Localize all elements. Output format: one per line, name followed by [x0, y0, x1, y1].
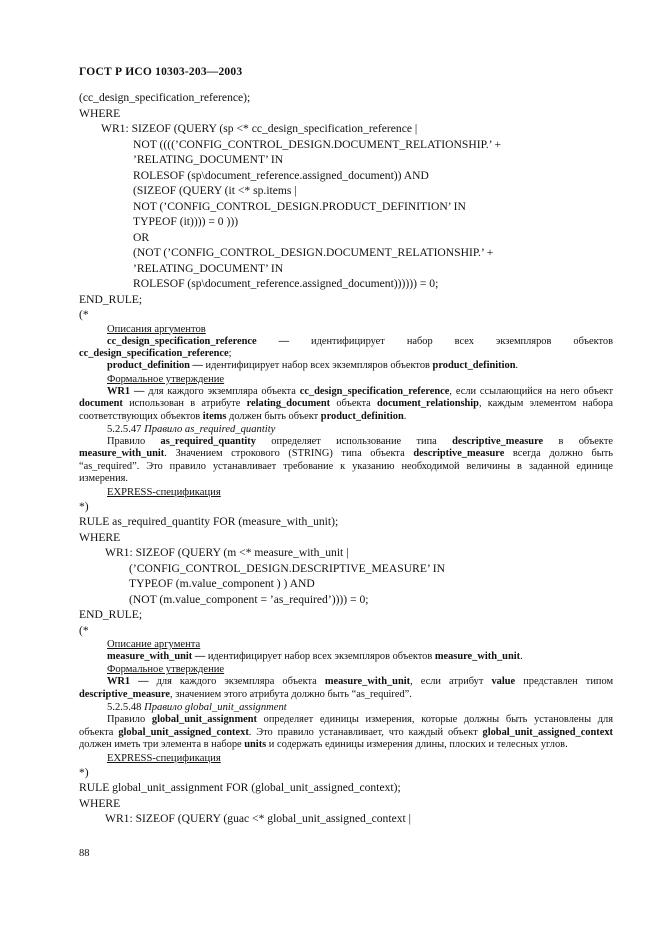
formal-statement: WR1 — для каждого экземпляра объекта cc_design_specification_reference, если ссылающийся на него объект document использован в атрибуте relating_document объекта document_relationship, каждым элементом набора соответствующих объектов items должен быть объект product_definition.	[79, 385, 614, 422]
code-line: (SIZEOF (QUERY (it <* sp.items |	[133, 184, 297, 197]
section-5-2-5-47	[79, 423, 613, 499]
code-line: WR1: SIZEOF (QUERY (guac <* global_unit_assigned_context |	[105, 812, 411, 825]
argument-description: measure_with_unit — идентифицирует набор всех экземпляров объектов measure_with_unit.	[107, 651, 523, 663]
express-heading: EXPRESS-спецификация	[107, 752, 221, 764]
formal-statement-heading: Формальное утверждение	[107, 664, 225, 676]
argument-description: product_definition — идентифицирует набор всех экземпляров объектов product_definition.	[107, 360, 519, 372]
express-heading: EXPRESS-спецификация	[107, 486, 221, 498]
code-line: (’CONFIG_CONTROL_DESIGN.DESCRIPTIVE_MEASURE’ IN	[129, 561, 446, 575]
section-title: 5.2.5.48 Правило global_unit_assignment	[107, 702, 287, 714]
argument-heading: Описание аргумента	[107, 639, 201, 651]
section-paragraph: Правило global_unit_assignment определяет единицы измерения, которые должны быть установлены для объекта global_unit_assigned_context. Это правило устанавливает, что каждый объект global_unit_assigned_context должен иметь три элемента в наборе units и содержать единицы измерения длины, плоских и телесных углов.	[79, 714, 614, 751]
section-paragraph: Правило as_required_quantity определяет использование типа descriptive_measure в объекте measure_with_unit. Значением строкового (STRING) типа объекта descriptive_measure всегда должно быть “as_required”. Это правило устанавливает требование к указанию необходимой величины в заданной единице измерения.	[79, 435, 613, 485]
formal-statement: WR1 — для каждого экземпляра объекта measure_with_unit, если атрибут value представлен типом descriptive_measure, значением этого атрибута должно быть “as_required”.	[79, 676, 614, 700]
code-line: END_RULE;	[79, 292, 143, 306]
code-line: RULE global_unit_assignment FOR (global_unit_assigned_context);	[79, 781, 401, 794]
code-line: *)	[79, 499, 89, 513]
section-title: 5.2.5.47 Правило as_required_quantity	[107, 423, 276, 435]
code-line: WHERE	[79, 106, 121, 120]
code-line: NOT ((((’CONFIG_CONTROL_DESIGN.DOCUMENT_RELATIONSHIP.’ +	[133, 137, 502, 151]
code-line: ’RELATING_DOCUMENT’ IN	[133, 153, 284, 166]
section-5-2-5-48	[79, 701, 613, 764]
code-block-3	[79, 765, 613, 827]
code-block-1	[79, 90, 613, 323]
code-block-2	[79, 499, 613, 639]
code-line: ROLESOF (sp\document_reference.assigned_document)) AND	[133, 168, 429, 182]
code-line: RULE as_required_quantity FOR (measure_with_unit);	[79, 515, 339, 529]
code-line: WHERE	[79, 530, 121, 544]
code-line: (NOT (’CONFIG_CONTROL_DESIGN.DOCUMENT_RELATIONSHIP.’ +	[133, 246, 494, 259]
code-line: ’RELATING_DOCUMENT’ IN	[133, 261, 284, 275]
page-content	[79, 90, 613, 827]
code-line: ROLESOF (sp\document_reference.assigned_document)))))) = 0;	[133, 277, 439, 290]
code-line: NOT (’CONFIG_CONTROL_DESIGN.PRODUCT_DEFINITION’ IN	[133, 199, 466, 213]
argument-description: cc_design_specification_reference — идентифицирует набор всех экземпляров объектов cc_design_specification_reference;	[79, 335, 613, 359]
code-line: OR	[133, 230, 150, 244]
code-line: WHERE	[79, 796, 121, 810]
page-header: ГОСТ Р ИСО 10303-203—2003	[79, 66, 243, 78]
code-line: TYPEOF (it)))) = 0 )))	[133, 215, 239, 228]
code-line: (cc_design_specification_reference);	[79, 91, 251, 104]
argument-descriptions-2	[79, 638, 613, 701]
code-line: TYPEOF (m.value_component ) ) AND	[129, 577, 315, 591]
code-line: (*	[79, 308, 89, 321]
code-line: (NOT (m.value_component = ’as_required’)))) = 0;	[129, 592, 369, 606]
code-line: (*	[79, 623, 89, 637]
code-line: *)	[79, 765, 89, 779]
code-line: END_RULE;	[79, 608, 143, 622]
arguments-heading: Описания аргументов	[107, 323, 206, 335]
code-line: WR1: SIZEOF (QUERY (sp <* cc_design_specification_reference |	[101, 122, 418, 135]
page-number: 88	[79, 848, 90, 859]
code-line: WR1: SIZEOF (QUERY (m <* measure_with_unit |	[105, 546, 349, 560]
formal-statement-heading: Формальное утверждение	[107, 373, 225, 385]
argument-descriptions-1	[79, 323, 613, 423]
